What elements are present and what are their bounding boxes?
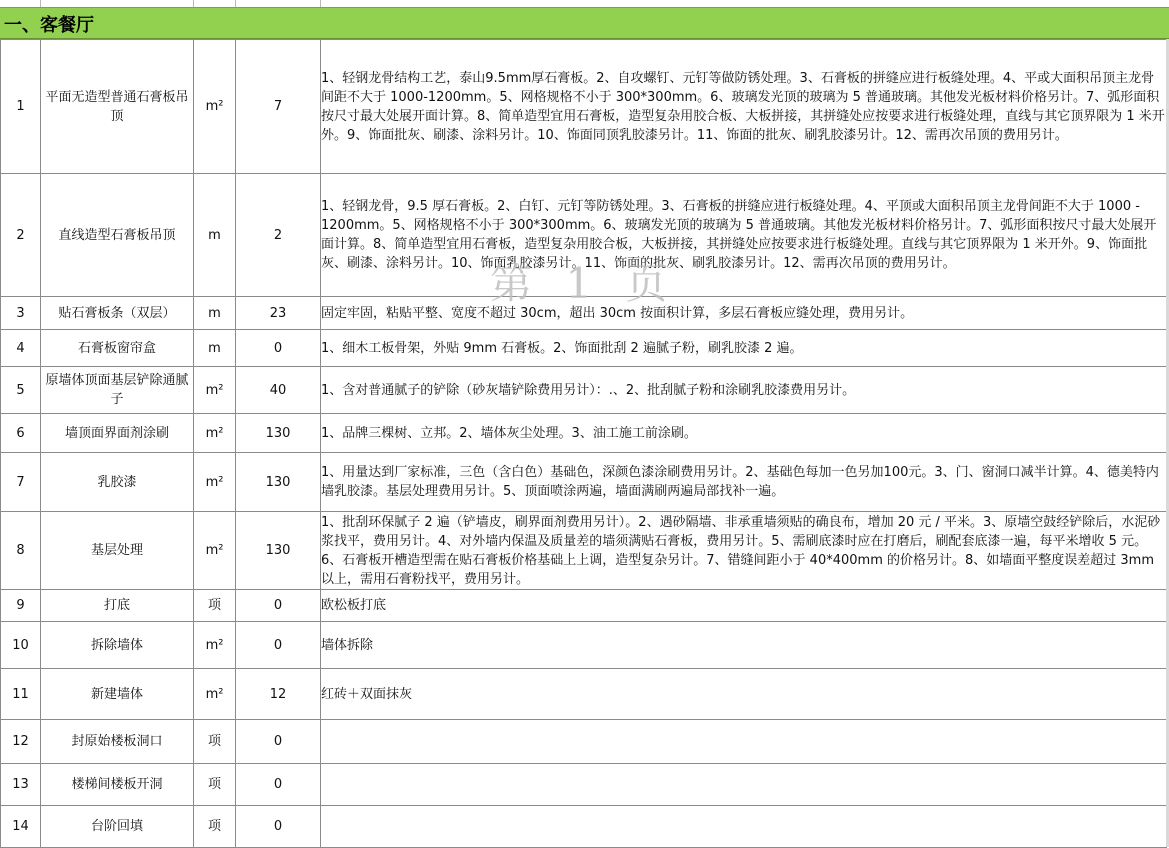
table-row[interactable]: [1, 512, 1167, 590]
item-description: 1、品牌三棵树、立邦。2、墙体灰尘处理。3、油工施工前涂刷。: [321, 414, 1167, 453]
item-name: 乳胶漆: [41, 453, 194, 512]
table-row[interactable]: [1, 622, 1167, 669]
section-title: 一、客餐厅: [4, 15, 94, 36]
row-number: 2: [1, 174, 41, 297]
item-quantity: 130: [236, 414, 321, 453]
item-description: 1、批刮环保腻子 2 遍（铲墙皮，刷界面剂费用另计）。2、遇砂隔墙、非承重墙须贴的确良布，增加 20 元 / 平米。3、原墙空鼓经铲除后，水泥砂浆找平，费用另计。4、对外墙内保温及质量差的墙须满贴石膏板，费用另计。5、需刷底漆时应在打磨后，刷配套底漆一遍，每平米增收 5 元。6、石膏板开槽造型需在贴石膏板价格基础上上调，造型复杂另计。7、错缝间距小于 40*400mm 的价格另计。8、如墙面平整度误差超过 3mm 以上，需用石膏粉找平，费用另计。: [321, 512, 1167, 590]
row-number: 8: [1, 512, 41, 590]
item-unit: m: [194, 330, 236, 367]
item-unit: 项: [194, 764, 236, 806]
row-number: 1: [1, 40, 41, 174]
item-quantity: 40: [236, 367, 321, 414]
table-row[interactable]: [1, 40, 1167, 174]
item-unit: m²: [194, 669, 236, 720]
item-unit: 项: [194, 720, 236, 764]
table-row[interactable]: [1, 764, 1167, 806]
table-row[interactable]: [1, 669, 1167, 720]
item-description: 墙体拆除: [321, 622, 1167, 669]
item-name: 贴石膏板条（双层）: [41, 297, 194, 330]
item-name: 台阶回填: [41, 806, 194, 848]
item-unit: m²: [194, 367, 236, 414]
section-header[interactable]: [0, 7, 1169, 39]
table-row[interactable]: [1, 367, 1167, 414]
item-quantity: 0: [236, 330, 321, 367]
item-name: 新建墙体: [41, 669, 194, 720]
row-number: 5: [1, 367, 41, 414]
item-name: 直线造型石膏板吊顶: [41, 174, 194, 297]
item-unit: m²: [194, 453, 236, 512]
item-name: 墙顶面界面剂涂刷: [41, 414, 194, 453]
row-number: 11: [1, 669, 41, 720]
table-row[interactable]: [1, 720, 1167, 764]
row-number: 13: [1, 764, 41, 806]
item-name: 打底: [41, 590, 194, 622]
item-unit: m²: [194, 512, 236, 590]
item-description: [321, 720, 1167, 764]
item-name: 封原始楼板洞口: [41, 720, 194, 764]
row-number: 14: [1, 806, 41, 848]
table-row[interactable]: [1, 330, 1167, 367]
item-unit: m: [194, 174, 236, 297]
row-number: 4: [1, 330, 41, 367]
item-unit: m²: [194, 622, 236, 669]
previous-row-strip: [0, 0, 1169, 7]
item-description: 1、轻钢龙骨，9.5 厚石膏板。2、白钉、元钉等防锈处理。3、石膏板的拼缝应进行板缝处理。4、平顶或大面积吊顶主龙骨间距不大于 1000 - 1200mm。5、网格规格不小于 300*300mm。6、玻璃发光顶的玻璃为 5 普通玻璃。其他发光板材料价格另计。7、弧形面积按尺寸最大处展开面计算。8、简单造型宜用石膏板，造型复杂用胶合板，大板拼接，其拼缝处应按要求进行板缝处理。直线与其它顶界限为 1 米开外。9、饰面批灰、刷漆、涂料另计。10、饰面乳胶漆另计。11、饰面的批灰、刷乳胶漆另计。12、需再次吊顶的费用另计。: [321, 174, 1167, 297]
item-unit: m²: [194, 414, 236, 453]
item-quantity: 23: [236, 297, 321, 330]
quote-table: [0, 39, 1167, 848]
item-description: 1、含对普通腻子的铲除（砂灰墙铲除费用另计）：.、2、批刮腻子粉和涂刷乳胶漆费用另计。: [321, 367, 1167, 414]
item-unit: 项: [194, 806, 236, 848]
item-quantity: 130: [236, 453, 321, 512]
item-name: 石膏板窗帘盒: [41, 330, 194, 367]
row-number: 9: [1, 590, 41, 622]
table-row[interactable]: [1, 453, 1167, 512]
item-unit: m²: [194, 40, 236, 174]
item-description: 欧松板打底: [321, 590, 1167, 622]
item-quantity: 0: [236, 720, 321, 764]
item-quantity: 2: [236, 174, 321, 297]
item-description: 1、用量达到厂家标准，三色（含白色）基础色，深颜色漆涂刷费用另计。2、基础色每加一色另加100元。3、门、窗洞口减半计算。4、德美特内墙乳胶漆。基层处理费用另计。5、顶面喷涂两遍，墙面满刷两遍局部找补一遍。: [321, 453, 1167, 512]
table-row[interactable]: [1, 590, 1167, 622]
row-number: 3: [1, 297, 41, 330]
page-watermark: 第 1 页: [490, 259, 678, 308]
table-row[interactable]: [1, 806, 1167, 848]
item-name: 楼梯间楼板开洞: [41, 764, 194, 806]
item-unit: m: [194, 297, 236, 330]
item-description: [321, 764, 1167, 806]
item-quantity: 0: [236, 622, 321, 669]
item-description: 红砖＋双面抹灰: [321, 669, 1167, 720]
item-quantity: 0: [236, 590, 321, 622]
item-description: [321, 806, 1167, 848]
item-unit: 项: [194, 590, 236, 622]
item-description: 1、轻钢龙骨结构工艺，泰山9.5mm厚石膏板。2、自攻螺钉、元钉等做防锈处理。3、石膏板的拼缝应进行板缝处理。4、平或大面积吊顶主龙骨间距不大于 1000-1200mm。5、网格规格不小于 300*300mm。6、玻璃发光顶的玻璃为 5 普通玻璃。其他发光板材料价格另计。7、弧形面积按尺寸最大处展开面计算。8、简单造型宜用石膏板，造型复杂用胶合板、大板拼接，其拼缝处应按要求进行板缝处理，直线与其它顶界限为 1 米开外。9、饰面批灰、刷漆、涂料另计。10、饰面同顶乳胶漆另计。11、饰面的批灰、刷乳胶漆另计。12、需再次吊顶的费用另计。: [321, 40, 1167, 174]
item-description: 固定牢固，粘贴平整、宽度不超过 30cm，超出 30cm 按面积计算，多层石膏板应缝处理，费用另计。: [321, 297, 1167, 330]
row-number: 12: [1, 720, 41, 764]
item-name: 平面无造型普通石膏板吊顶: [41, 40, 194, 174]
item-name: 原墙体顶面基层铲除通腻子: [41, 367, 194, 414]
item-quantity: 7: [236, 40, 321, 174]
item-quantity: 0: [236, 764, 321, 806]
item-name: 拆除墙体: [41, 622, 194, 669]
item-quantity: 130: [236, 512, 321, 590]
row-number: 6: [1, 414, 41, 453]
item-description: 1、细木工板骨架，外贴 9mm 石膏板。2、饰面批刮 2 遍腻子粉，刷乳胶漆 2 遍。: [321, 330, 1167, 367]
item-quantity: 12: [236, 669, 321, 720]
row-number: 10: [1, 622, 41, 669]
item-quantity: 0: [236, 806, 321, 848]
table-row[interactable]: [1, 414, 1167, 453]
item-name: 基层处理: [41, 512, 194, 590]
row-number: 7: [1, 453, 41, 512]
